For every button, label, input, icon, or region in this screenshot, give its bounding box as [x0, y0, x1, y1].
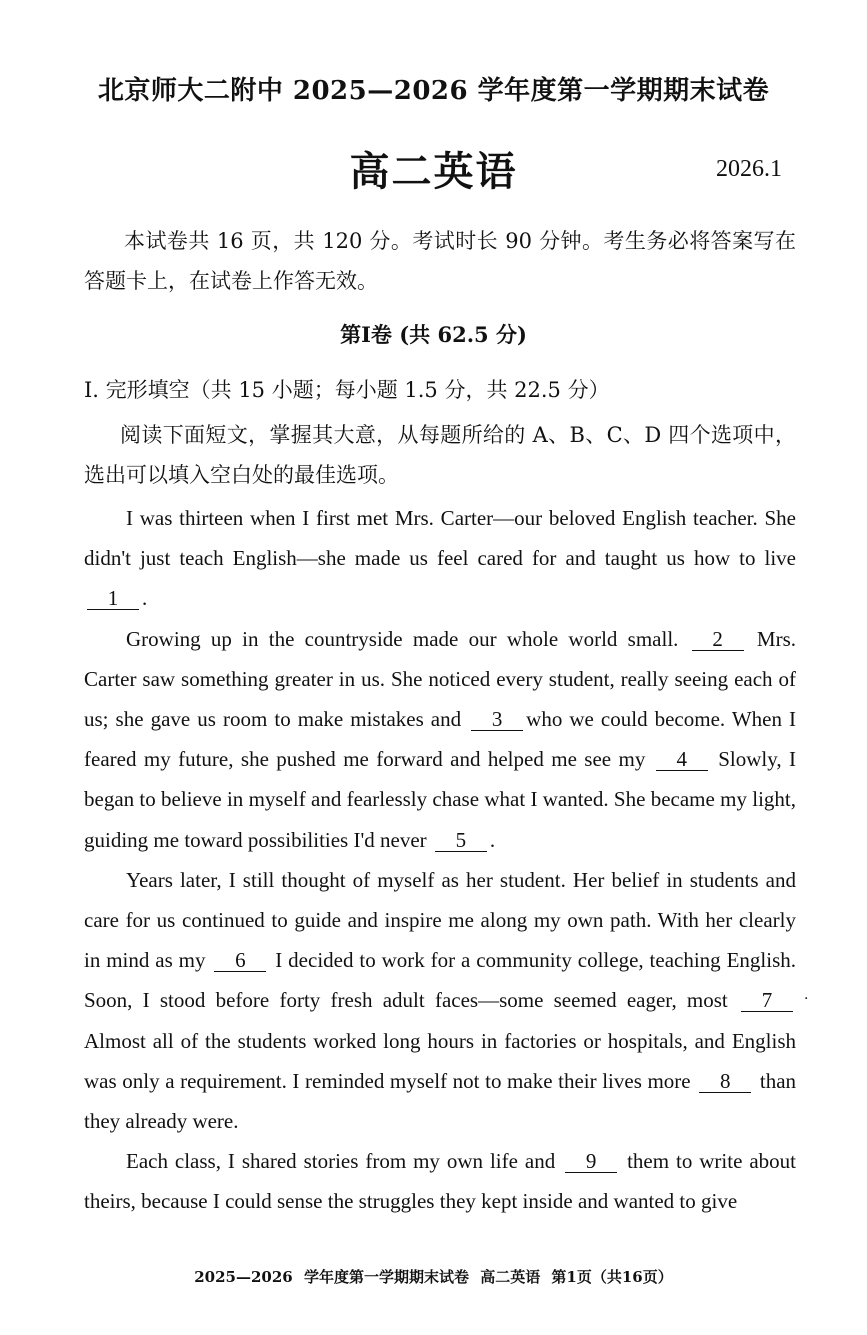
- passage-text: .: [489, 827, 496, 852]
- cloze-passage: [84, 498, 796, 1222]
- passage-text: Slowly, I began to believe in myself and fearlessly chase what I wanted. She became my light, guiding me toward possibilities I'd never: [84, 747, 797, 852]
- passage-paragraph-3: [84, 860, 796, 1141]
- blank-3: 3: [471, 708, 523, 731]
- blank-1: 1: [87, 587, 139, 610]
- passage-text: them to write about theirs, because I could sense the struggles they kept inside and wanted to give: [84, 1149, 797, 1214]
- exam-date: 2026.1: [716, 156, 782, 182]
- passage-text: I decided to work for a community college, teaching English. Soon, I stood before forty fresh adult faces—some seemed eager, most: [84, 948, 796, 1013]
- passage-text: Mrs. Carter saw something greater in us. She noticed every student, really seeing each of us; she gave us room to make mistakes and: [84, 626, 796, 732]
- part-directions: 阅读下面短文，掌握其大意，从每题所给的 A、B、C、D 四个选项中，选出可以填入空白处的最佳选项。: [84, 423, 796, 487]
- passage-text: Almost all of the students worked long hours in factories or hospitals, and English was only a requirement. I reminded myself not to make their lives more: [84, 1028, 796, 1093]
- blank-9: 9: [565, 1150, 617, 1173]
- passage-paragraph-2: [84, 619, 796, 860]
- school-title: 北京师大二附中 2025—2026 学年度第一学期期末试卷: [97, 76, 770, 106]
- passage-text: who we could become. When I feared my future, she pushed me forward and helped me see my: [84, 707, 797, 772]
- section-title: 第Ⅰ卷 (共 62.5 分): [340, 322, 527, 347]
- blank-2: 2: [692, 628, 744, 651]
- passage-text: than they already were.: [84, 1068, 797, 1134]
- passage-text: Growing up in the countryside made our whole world small.: [126, 626, 679, 651]
- subject-title: 高二英语: [349, 148, 518, 195]
- page-footer: 2025—2026 学年度第一学期期末试卷 高二英语 第1页（共16页）: [194, 1268, 673, 1286]
- blank-6: 6: [214, 949, 266, 972]
- blank-8: 8: [699, 1070, 751, 1093]
- passage-paragraph-1: [84, 498, 796, 619]
- blank-7: 7: [741, 989, 793, 1012]
- part-title: I. 完形填空（共 15 小题；每小题 1.5 分，共 22.5 分）: [84, 378, 610, 402]
- passage-paragraph-4: [84, 1141, 796, 1221]
- passage-text: .: [142, 586, 148, 611]
- passage-text: I was thirteen when I first met Mrs. Carter—our beloved English teacher. She didn't just teach English—she made us feel cared for and taught us how to live: [84, 506, 796, 571]
- exam-instructions: 本试卷共 16 页，共 120 分。考试时长 90 分钟。考生务必将答案写在答题卡上，在试卷上作答无效。: [84, 229, 796, 293]
- passage-text: Years later, I still thought of myself as her student. Her belief in students and care for us continued to guide and inspire me along my own path. With her clearly in mind as my: [84, 867, 796, 973]
- blank-5: 5: [435, 829, 487, 852]
- margin-mark: ·: [804, 991, 809, 1007]
- blank-4: 4: [656, 748, 708, 771]
- passage-text: Each class, I shared stories from my own life and: [126, 1149, 556, 1174]
